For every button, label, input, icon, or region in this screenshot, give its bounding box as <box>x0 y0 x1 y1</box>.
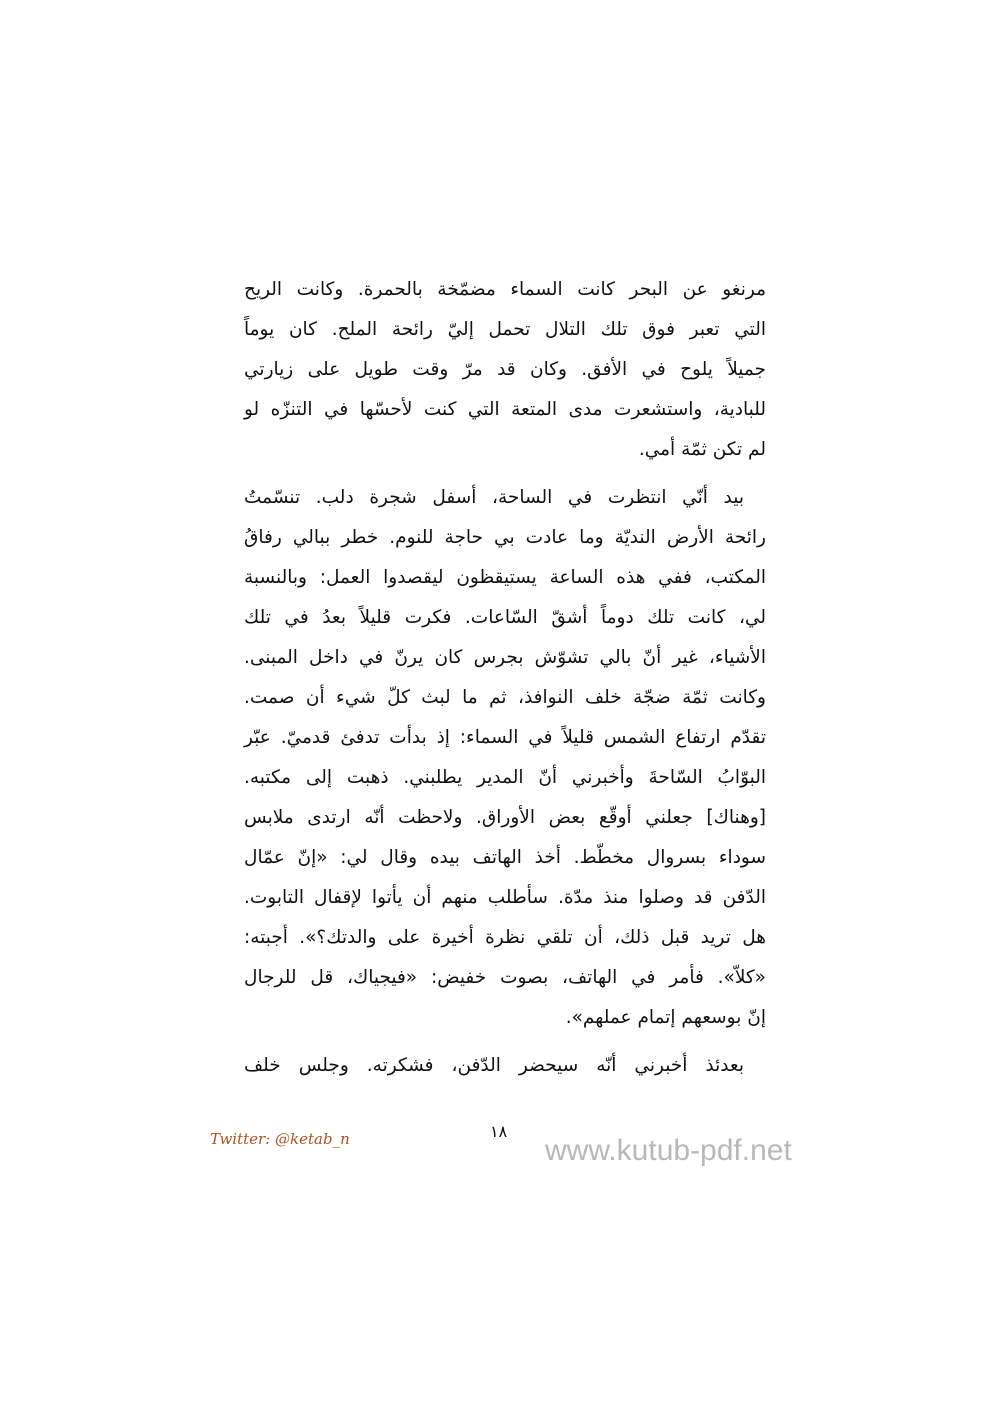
text-line: سوداء بسروال مخطّط. أخذ الهاتف بيده وقال لي: «إنّ عمّال <box>244 847 766 868</box>
text-line: [وهناك] جعلني أوقّع بعض الأوراق. ولاحظت أنّه ارتدى ملابس <box>244 807 766 828</box>
text-line: الدّفن قد وصلوا منذ مدّة. سأطلب منهم أن يأتوا لإقفال التابوت. <box>244 887 766 908</box>
text-line: البوّابُ السّاحةَ وأخبرني أنّ المدير يطلبني. ذهبت إلى مكتبه. <box>244 767 766 788</box>
text-line: لم تكن ثمّة أمي. <box>638 439 766 460</box>
text-line: تقدّم ارتفاع الشمس قليلاً في السماء: إذ بدأت تدفئ قدميّ. عبّر <box>244 727 766 748</box>
text-line: هل تريد قبل ذلك، أن تلقي نظرة أخيرة على والدتك؟». أجبته: <box>244 927 766 948</box>
text-line: بيد أنّي انتظرت في الساحة، أسفل شجرة دلب. تنسّمتُ <box>244 487 744 508</box>
text-line: «كلاّ». فأمر في الهاتف، بصوت خفيض: «فيجياك، قل للرجال <box>244 967 766 988</box>
text-line: مرنغو عن البحر كانت السماء مضمّخة بالحمرة. وكانت الريح <box>244 279 766 300</box>
page-number: ١٨ <box>490 1122 508 1141</box>
text-line: جميلاً يلوح في الأفق. وكان قد مرّ وقت طويل على زيارتي <box>244 359 766 380</box>
text-line: لي، كانت تلك دوماً أشقّ السّاعات. فكرت قليلاً بعدُ في تلك <box>244 607 766 628</box>
twitter-handle: Twitter: @ketab_n <box>210 1130 350 1148</box>
text-line: وكانت ثمّة ضجّة خلف النوافذ، ثم ما لبث كلّ شيء أن صمت. <box>244 687 766 708</box>
paragraph-gap <box>244 1038 766 1046</box>
text-line: إنّ بوسعهم إتمام عملهم». <box>565 1007 766 1028</box>
site-watermark: www.kutub-pdf.net <box>545 1134 792 1167</box>
text-line: بعدئذ أخبرني أنّه سيحضر الدّفن، فشكرته. وجلس خلف <box>244 1055 744 1076</box>
text-line: للبادية، واستشعرت مدى المتعة التي كنت لأحسّها في التنزّه لو <box>244 399 766 420</box>
paragraph-gap <box>244 470 766 478</box>
text-line: الأشياء، غير أنّ بالي تشوّش بجرس كان يرنّ في داخل المبنى. <box>244 647 766 668</box>
text-line: التي تعبر فوق تلك التلال تحمل إليّ رائحة الملح. كان يوماً <box>244 319 766 340</box>
text-line: المكتب، ففي هذه الساعة يستيقظون ليقصدوا العمل: وبالنسبة <box>244 567 766 588</box>
text-line: رائحة الأرض النديّة وما عادت بي حاجة للنوم. خطر ببالي رفاقُ <box>244 527 766 548</box>
body-text <box>244 270 766 1086</box>
